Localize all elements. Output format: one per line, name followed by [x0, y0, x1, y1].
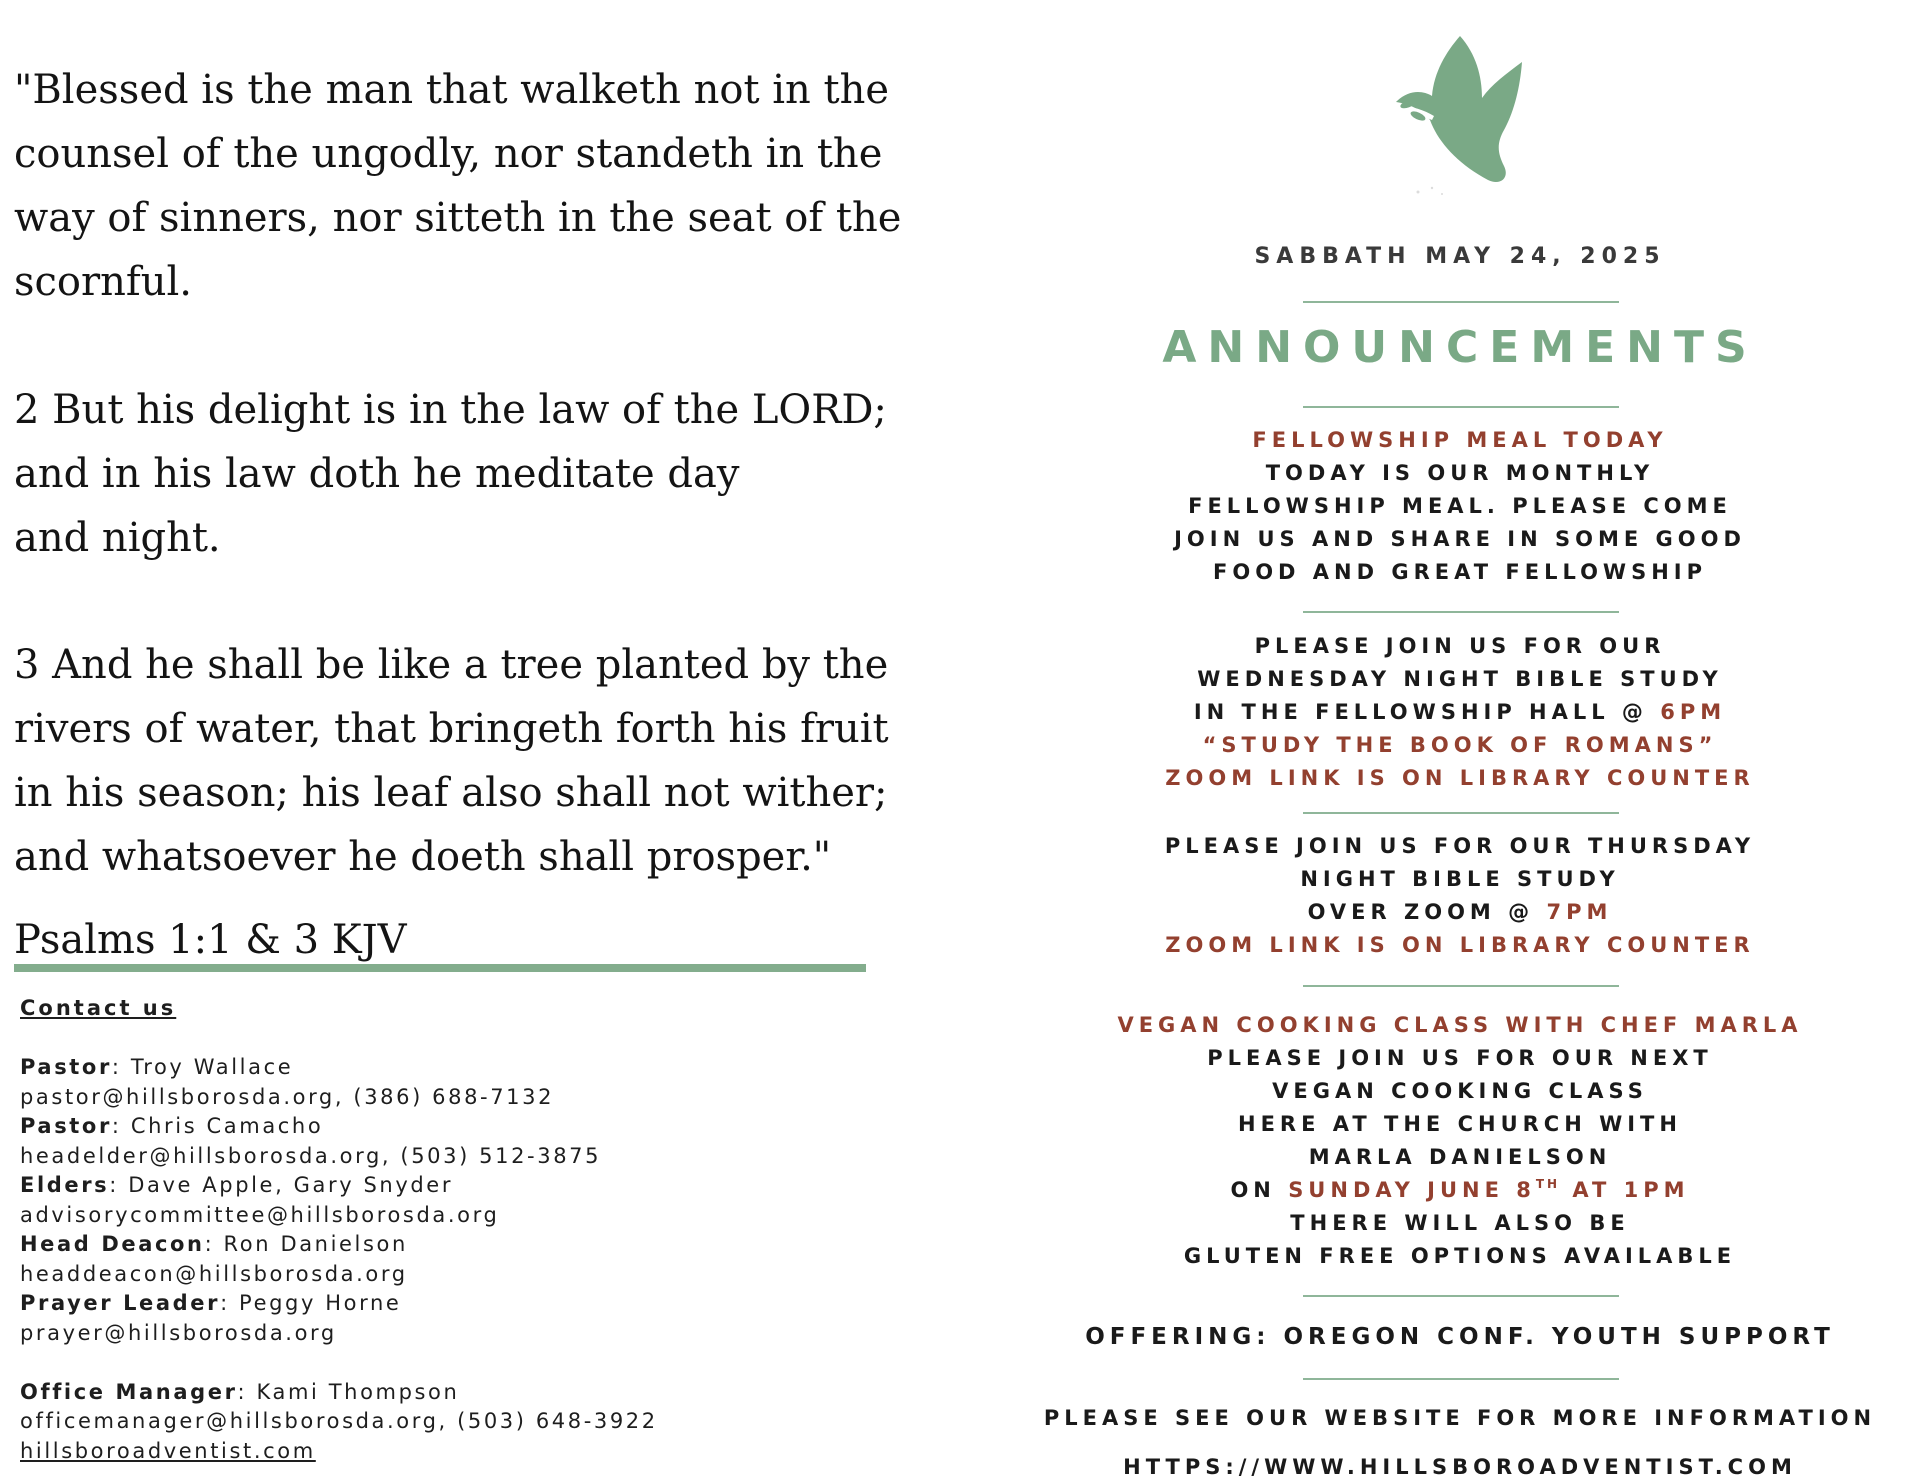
reference-underline	[14, 964, 866, 972]
divider	[1303, 1378, 1619, 1380]
verse-line: and in his law doth he meditate day	[14, 451, 740, 497]
wednesday-study-block	[1000, 630, 1920, 795]
divider	[1303, 1295, 1619, 1297]
verse-line: and night.	[14, 515, 221, 561]
fellowship-meal-block	[1000, 424, 1920, 589]
verse-3	[14, 633, 934, 889]
more-info-line: PLEASE SEE OUR WEBSITE FOR MORE INFORMATION	[1043, 1406, 1877, 1430]
announcement-line	[1000, 896, 1920, 929]
contact-role: Office Manager	[20, 1379, 238, 1404]
fellowship-heading: FELLOWSHIP MEAL TODAY	[1252, 428, 1668, 452]
website-url[interactable]: HTTPS://WWW.HILLSBOROADVENTIST.COM	[1123, 1455, 1797, 1479]
verse-line: rivers of water, that bringeth forth his fruit	[14, 706, 889, 752]
announcement-line: JOIN US AND SHARE IN SOME GOOD	[1174, 527, 1746, 551]
contact-role: Elders	[20, 1173, 110, 1197]
zoom-note: ZOOM LINK IS ON LIBRARY COUNTER	[1165, 766, 1755, 790]
announcement-line	[1000, 696, 1920, 729]
divider	[1303, 812, 1619, 814]
verse-line: 2 But his delight is in the law of the LORD;	[14, 387, 887, 433]
announcement-line: GLUTEN FREE OPTIONS AVAILABLE	[1183, 1244, 1737, 1268]
announcement-line: FOOD AND GREAT FELLOWSHIP	[1213, 560, 1707, 584]
contact-section	[20, 994, 920, 1466]
announcement-line: TODAY IS OUR MONTHLY	[1265, 461, 1655, 485]
spacer	[20, 1024, 920, 1054]
contact-info: prayer@hillsborosda.org	[20, 1320, 337, 1345]
verse-line: counsel of the ungodly, nor standeth in the	[14, 131, 883, 177]
divider	[1303, 985, 1619, 987]
verse-line: scornful.	[14, 259, 192, 305]
study-topic: “STUDY THE BOOK OF ROMANS”	[1202, 733, 1718, 757]
cooking-date-line	[1000, 1174, 1920, 1207]
announcement-line: PLEASE JOIN US FOR OUR NEXT	[1207, 1046, 1713, 1070]
thursday-time: 7PM	[1546, 900, 1613, 924]
contact-role: Prayer Leader	[20, 1291, 221, 1315]
contact-info: headdeacon@hillsborosda.org	[20, 1261, 408, 1286]
announcement-line: THERE WILL ALSO BE	[1290, 1211, 1630, 1235]
zoom-note: ZOOM LINK IS ON LIBRARY COUNTER	[1165, 933, 1755, 957]
divider	[1303, 301, 1619, 303]
contact-name: : Troy Wallace	[111, 1055, 294, 1079]
contact-title: Contact us	[20, 996, 177, 1020]
contact-info: pastor@hillsborosda.org, (386) 688-7132	[20, 1084, 555, 1109]
verse-line: "Blessed is the man that walketh not in the	[14, 67, 890, 113]
announcement-line: PLEASE JOIN US FOR OUR	[1254, 634, 1666, 658]
contact-name: : Dave Apple, Gary Snyder	[109, 1173, 454, 1197]
divider	[1303, 406, 1619, 408]
scripture-panel	[0, 0, 940, 1483]
cooking-ordinal: TH	[1535, 1177, 1561, 1191]
verse-line: way of sinners, nor sitteth in the seat of the	[14, 195, 902, 241]
spacer	[20, 1348, 920, 1378]
contact-name: : Peggy Horne	[220, 1291, 402, 1315]
contact-info: headelder@hillsborosda.org, (503) 512-3875	[20, 1143, 602, 1168]
contact-prayer-leader	[20, 1289, 920, 1319]
cooking-heading: VEGAN COOKING CLASS WITH CHEF MARLA	[1117, 1013, 1803, 1037]
cooking-time: AT 1PM	[1560, 1178, 1690, 1202]
announcement-text: ON	[1230, 1178, 1289, 1202]
announcement-line: HERE AT THE CHURCH WITH	[1238, 1112, 1682, 1136]
contact-name: : Chris Camacho	[111, 1114, 324, 1138]
announcements-title: ANNOUNCEMENTS	[1162, 322, 1758, 373]
announcement-line: NIGHT BIBLE STUDY	[1300, 867, 1620, 891]
verse-1	[14, 58, 934, 314]
verse-line: and whatsoever he doeth shall prosper."	[14, 834, 832, 880]
announcement-text: OVER ZOOM @	[1307, 900, 1547, 924]
announcement-line: MARLA DANIELSON	[1308, 1145, 1612, 1169]
contact-role: Pastor	[20, 1114, 112, 1138]
contact-info: advisorycommittee@hillsborosda.org	[20, 1202, 500, 1227]
wednesday-time: 6PM	[1660, 700, 1727, 724]
contact-pastor-2	[20, 1112, 920, 1142]
cooking-day: SUNDAY JUNE 8	[1288, 1178, 1536, 1202]
offering-line: OFFERING: OREGON CONF. YOUTH SUPPORT	[1085, 1324, 1835, 1350]
contact-role: Head Deacon	[20, 1232, 205, 1256]
announcement-line: VEGAN COOKING CLASS	[1272, 1079, 1648, 1103]
website-link[interactable]: hillsboroadventist.com	[20, 1438, 316, 1463]
contact-name: : Kami Thompson	[237, 1379, 460, 1404]
announcement-line: PLEASE JOIN US FOR OUR THURSDAY	[1164, 834, 1756, 858]
verse-line: 3 And he shall be like a tree planted by the	[14, 642, 889, 688]
contact-pastor-1	[20, 1053, 920, 1083]
contact-role: Pastor	[20, 1055, 112, 1079]
announcement-line: FELLOWSHIP MEAL. PLEASE COME	[1188, 494, 1732, 518]
contact-name: : Ron Danielson	[204, 1232, 408, 1256]
verse-line: in his season; his leaf also shall not wither;	[14, 770, 888, 816]
contact-office-manager	[20, 1378, 920, 1408]
divider	[1303, 611, 1619, 613]
thursday-study-block	[1000, 830, 1920, 962]
announcements-panel	[1000, 0, 1920, 1483]
dove-icon	[1388, 30, 1528, 200]
announcement-line: WEDNESDAY NIGHT BIBLE STUDY	[1197, 667, 1723, 691]
scripture-reference: Psalms 1:1 & 3 KJV	[14, 917, 407, 963]
contact-elders	[20, 1171, 920, 1201]
service-date: SABBATH MAY 24, 2025	[1254, 244, 1666, 269]
contact-head-deacon	[20, 1230, 920, 1260]
contact-info: officemanager@hillsborosda.org, (503) 648-3922	[20, 1409, 658, 1433]
verse-2	[14, 378, 934, 570]
vegan-cooking-block	[1000, 1009, 1920, 1273]
announcement-text: IN THE FELLOWSHIP HALL @	[1193, 700, 1661, 724]
